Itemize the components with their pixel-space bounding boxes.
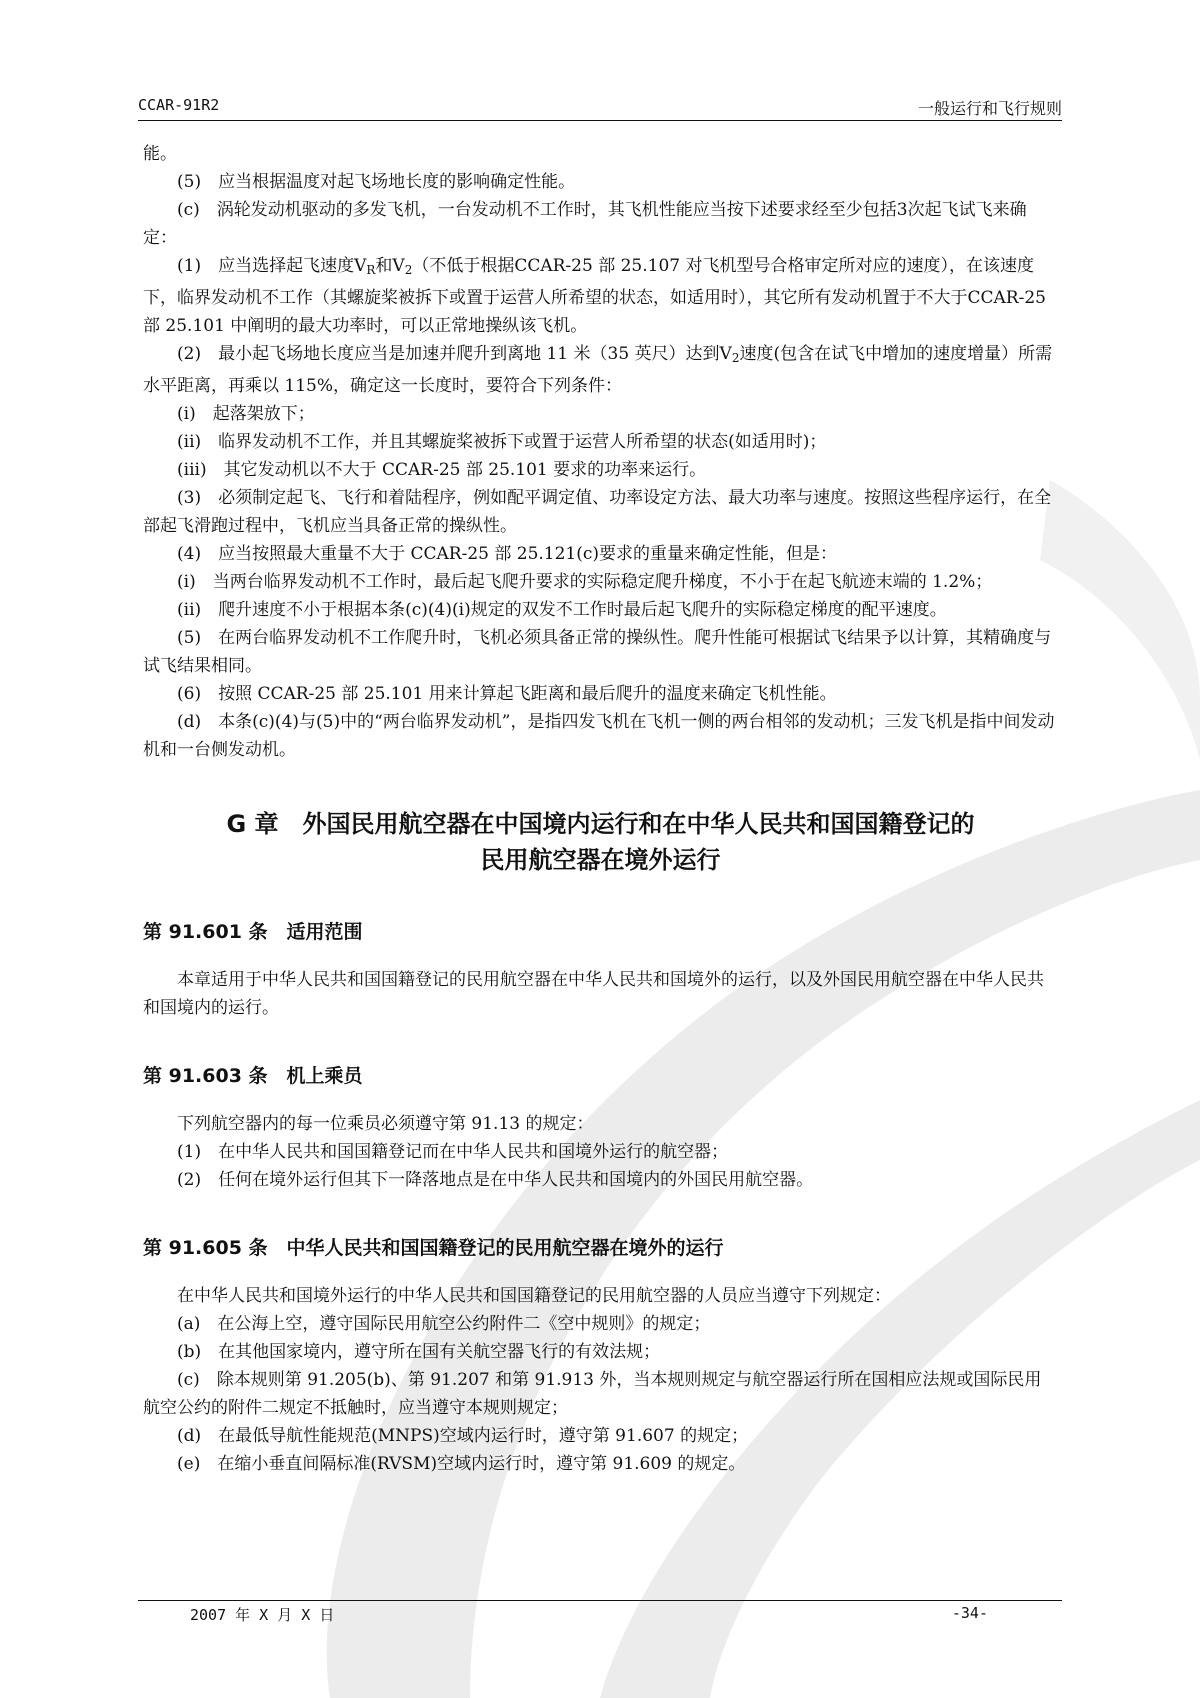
chapter-heading-line2: 民用航空器在境外运行 <box>480 846 721 874</box>
document-body <box>143 140 1058 1478</box>
paragraph: (b) 在其他国家境内，遵守所在国有关航空器飞行的有效法规； <box>177 1342 661 1362</box>
paragraph: (c) 除本规则第 91.205(b)、第 91.207 和第 91.913 外，当本规则规定与航空器运行所在国相应法规或国际民用航空公约的附件二规定不抵触时，应当遵守本规则规定； <box>143 1370 1042 1418</box>
subscript: 2 <box>404 263 413 277</box>
text-run: 速度(包含在试飞中增加的速度增量）所需水平距离，再乘以 115%，确定这一长度时，要符合下列条件： <box>143 344 1053 396</box>
footer-date: 2007 年 X 月 X 日 <box>190 1606 335 1624</box>
paragraph: (d) 在最低导航性能规范(MNPS)空域内运行时，遵守第 91.607 的规定； <box>177 1426 749 1446</box>
paragraph: (iii) 其它发动机以不大于 CCAR-25 部 25.101 要求的功率来运行。 <box>177 460 707 480</box>
paragraph: (d) 本条(c)(4)与(5)中的“两台临界发动机”，是指四发飞机在飞机一侧的两台相邻的发动机；三发飞机是指中间发动机和一台侧发动机。 <box>143 712 1055 760</box>
footer-rule <box>138 1600 1062 1601</box>
paragraph: (ii) 爬升速度不小于根据本条(c)(4)(i)规定的双发不工作时最后起飞爬升的实际稳定梯度的配平速度。 <box>177 600 947 620</box>
paragraph: (c) 涡轮发动机驱动的多发飞机，一台发动机不工作时，其飞机性能应当按下述要求经至少包括3次起飞试飞来确定： <box>143 200 1027 248</box>
chapter-heading <box>143 806 1058 878</box>
paragraph: (5) 在两台临界发动机不工作爬升时，飞机必须具备正常的操纵性。爬升性能可根据试飞结果予以计算，其精确度与试飞结果相同。 <box>143 628 1052 676</box>
paragraph: (6) 按照 CCAR-25 部 25.101 用来计算起飞距离和最后爬升的温度来确定飞机性能。 <box>177 684 837 704</box>
header-doc-id: CCAR-91R2 <box>138 96 220 114</box>
text-run: (1) 应当选择起飞速度V <box>177 256 367 276</box>
section-heading-91-605: 第 91.605 条 中华人民共和国国籍登记的民用航空器在境外的运行 <box>143 1237 724 1259</box>
section-heading-91-603: 第 91.603 条 机上乘员 <box>143 1065 363 1087</box>
text-run: (2) 最小起飞场地长度应当是加速并爬升到离地 11 米（35 英尺）达到V <box>177 344 732 364</box>
paragraph <box>143 252 1058 340</box>
text-run: （不低于根据CCAR-25 部 25.107 对飞机型号合格审定所对应的速度），在该速度下，临界发动机不工作（其螺旋桨被拆下或置于运营人所希望的状态，如适用时），其它所有发动机置于不大于CCAR-25 部 25.101 中阐明的最大功率时，可以正常地操纵该飞机。 <box>143 256 1046 336</box>
chapter-heading-line1: G 章 外国民用航空器在中国境内运行和在中华人民共和国国籍登记的 <box>226 810 975 838</box>
paragraph: 下列航空器内的每一位乘员必须遵守第 91.13 的规定： <box>177 1114 594 1134</box>
paragraph: (4) 应当按照最大重量不大于 CCAR-25 部 25.121(c)要求的重量来确定性能，但是： <box>177 544 838 564</box>
paragraph: 能。 <box>143 144 177 164</box>
paragraph: (i) 起落架放下； <box>177 404 315 424</box>
paragraph: (2) 任何在境外运行但其下一降落地点是在中华人民共和国境内的外国民用航空器。 <box>177 1170 814 1190</box>
text-run: 和V <box>375 256 405 276</box>
header-title: 一般运行和飞行规则 <box>917 99 1062 118</box>
paragraph: (3) 必须制定起飞、飞行和着陆程序，例如配平调定值、功率设定方法、最大功率与速度。按照这些程序运行，在全部起飞滑跑过程中，飞机应当具备正常的操纵性。 <box>143 488 1052 536</box>
paragraph: (ii) 临界发动机不工作，并且其螺旋桨被拆下或置于运营人所希望的状态(如适用时)； <box>177 432 827 452</box>
paragraph: (e) 在缩小垂直间隔标准(RVSM)空域内运行时，遵守第 91.609 的规定。 <box>177 1454 746 1474</box>
paragraph: (1) 在中华人民共和国国籍登记而在中华人民共和国境外运行的航空器； <box>177 1142 729 1162</box>
paragraph: (5) 应当根据温度对起飞场地长度的影响确定性能。 <box>177 172 576 192</box>
subscript: R <box>366 263 376 277</box>
subscript: 2 <box>731 351 740 365</box>
footer-page-number: -34- <box>951 1604 988 1622</box>
paragraph: 在中华人民共和国境外运行的中华人民共和国国籍登记的民用航空器的人员应当遵守下列规定： <box>177 1286 891 1306</box>
paragraph: 本章适用于中华人民共和国国籍登记的民用航空器在中华人民共和国境外的运行，以及外国民用航空器在中华人民共和国境内的运行。 <box>143 970 1044 1018</box>
paragraph: (a) 在公海上空，遵守国际民用航空公约附件二《空中规则》的规定； <box>177 1314 711 1334</box>
section-heading-91-601: 第 91.601 条 适用范围 <box>143 921 363 943</box>
header-rule <box>138 120 1062 121</box>
paragraph <box>143 340 1058 400</box>
paragraph: (i) 当两台临界发动机不工作时，最后起飞爬升要求的实际稳定爬升梯度，不小于在起飞航迹末端的 1.2%； <box>177 572 993 592</box>
